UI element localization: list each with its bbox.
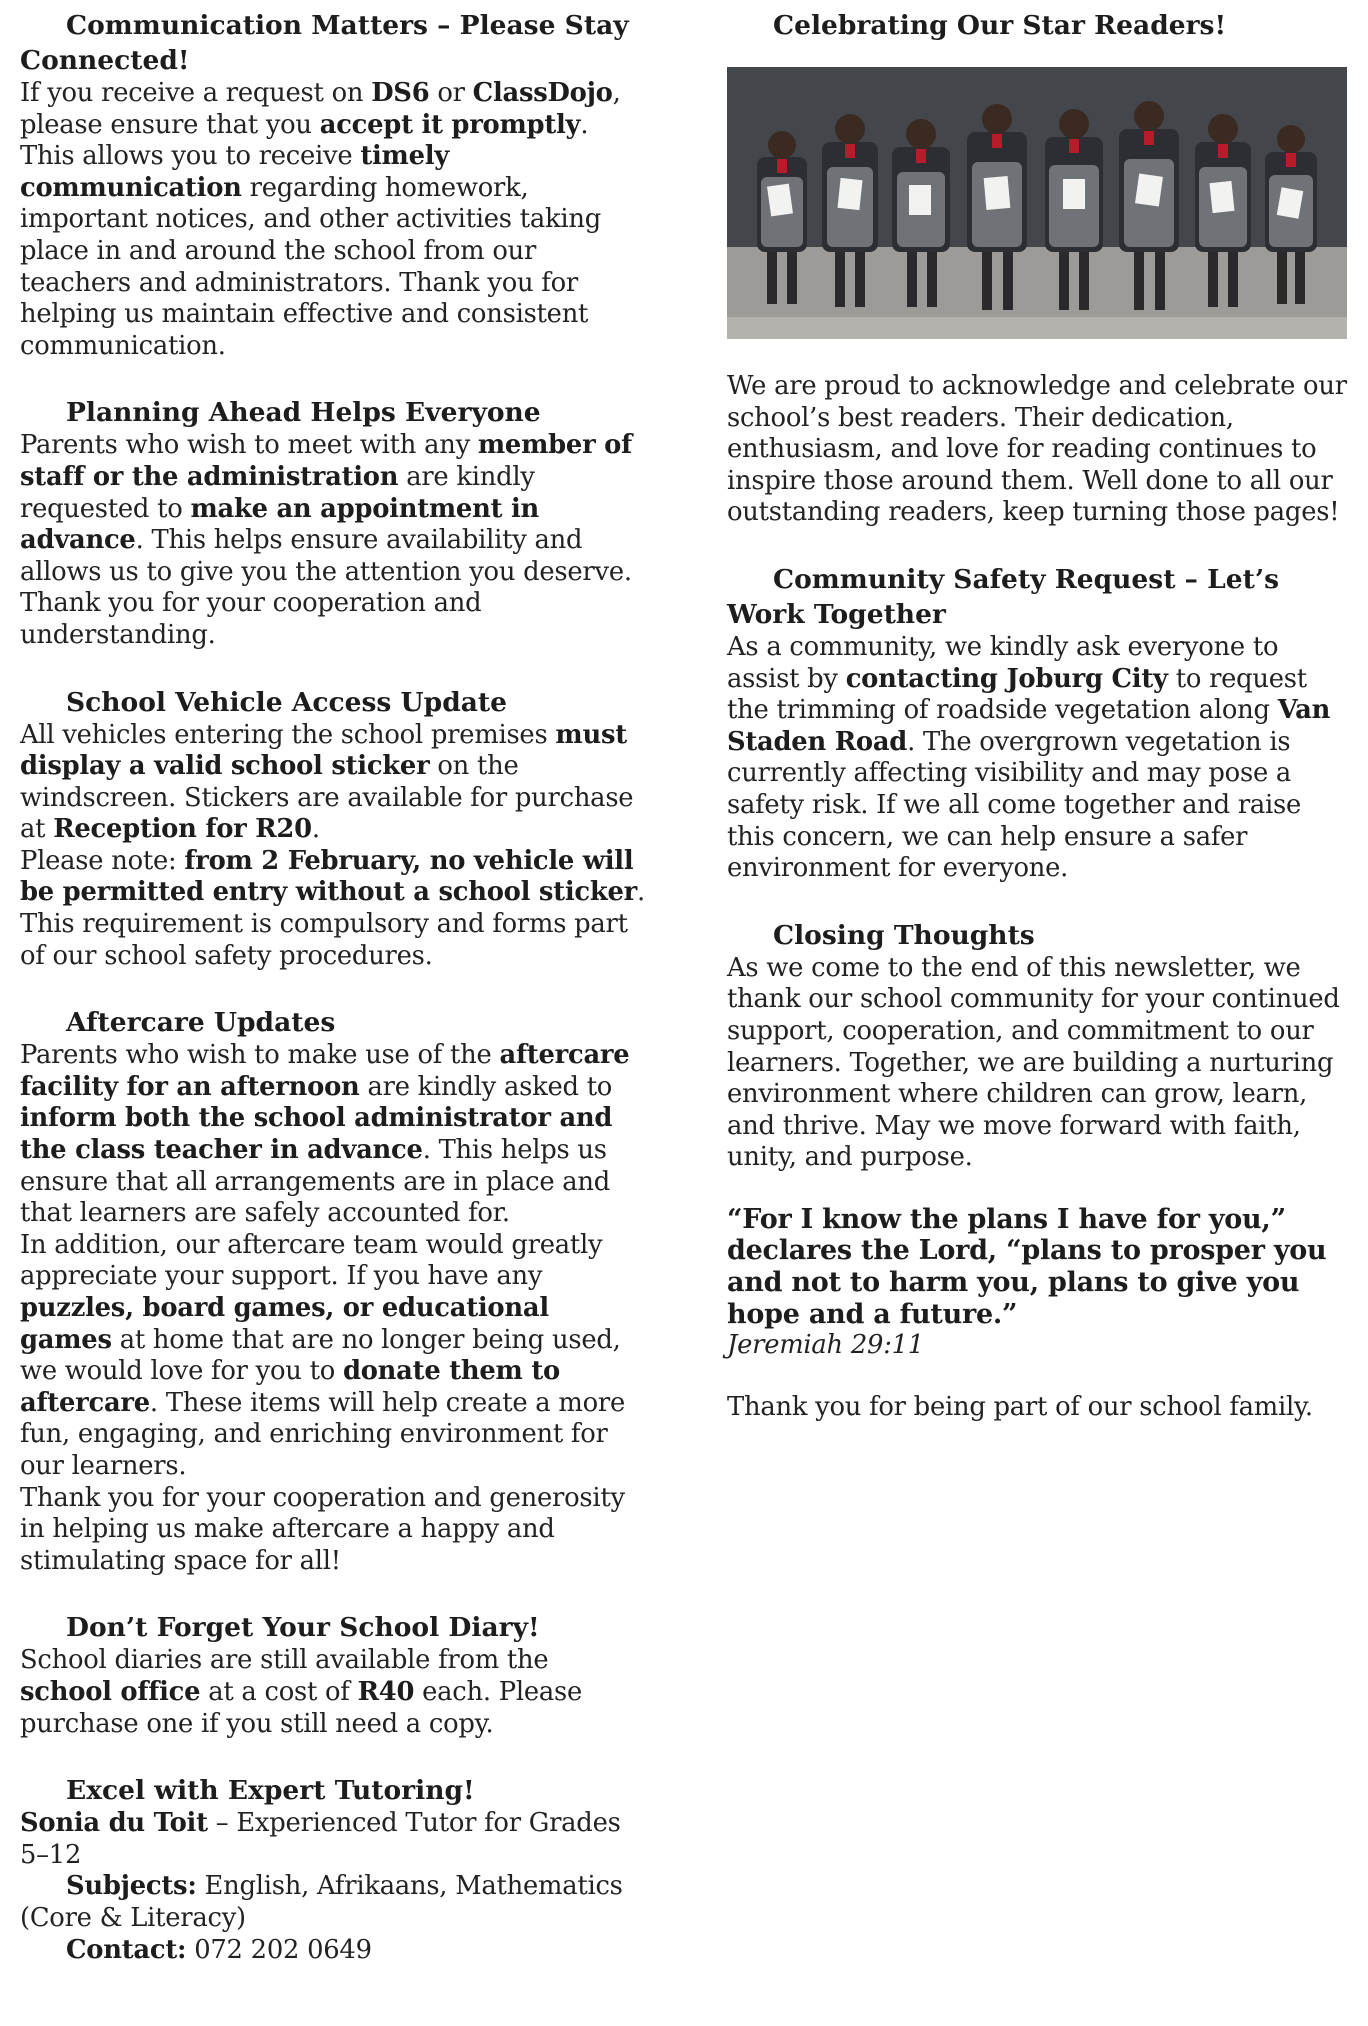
section-title: Excel with Expert Tutoring! (66, 1775, 475, 1807)
section-closing-thoughts (727, 918, 1347, 1424)
section-title: Aftercare Updates (66, 1007, 336, 1039)
section-body: All vehicles entering the school premises must display a valid school sticker on the windscreen. Stickers are available for purchase at Reception for R20. (20, 719, 634, 845)
section-body: As we come to the end of this newsletter, we thank our school community for your continued support, cooperation, and commitment to our learners. Together, we are building a nurturing environment where children can grow, learn, and thrive. May we move forward with faith, unity, and purpose. (727, 952, 1340, 1173)
scripture-quote: “For I know the plans I have for you,” declares the Lord, “plans to prosper you and not to harm you, plans to give you hope and a future.” (727, 1203, 1327, 1330)
right-column (727, 8, 1347, 1423)
section-title: Communication Matters – Please Stay Connected! (20, 10, 629, 76)
section-planning (20, 395, 645, 651)
section-title: Closing Thoughts (773, 919, 1035, 951)
section-title: Celebrating Our Star Readers! (773, 10, 1227, 41)
section-body: Thank you for your cooperation and generosity in helping us make aftercare a happy and stimulating space for all! (20, 1482, 625, 1576)
section-tutoring (20, 1773, 645, 1966)
section-aftercare (20, 1005, 645, 1577)
closing-line: Thank you for being part of our school family. (727, 1391, 1313, 1422)
section-body: Please note: from 2 February, no vehicle will be permitted entry without a school sticker. This requirement is compulsory and forms part of our school safety procedures. (20, 845, 645, 971)
section-body: Parents who wish to meet with any member of staff or the administration are kindly requested to make an appointment in advance. This helps ensure availability and allows us to give you the attention you deserve. Thank you for your cooperation and understanding. (20, 430, 632, 650)
section-title: Planning Ahead Helps Everyone (66, 397, 541, 429)
scripture-reference: Jeremiah 29:11 (727, 1330, 924, 1361)
section-community-safety (727, 562, 1347, 885)
tutor-name: Sonia du Toit – Experienced Tutor for Grades 5–12 (20, 1808, 621, 1870)
star-readers-photo (727, 67, 1347, 339)
section-communication (20, 8, 645, 362)
section-body: As a community, we kindly ask everyone to assist by contacting Joburg City to request the trimming of roadside vegetation along Van Staden Road. The overgrown vegetation is currently affecting visibility and may pose a safety risk. If we all come together and raise this concern, we can help ensure a safer environment for everyone. (727, 631, 1331, 884)
tutor-contact: Contact: 072 202 0649 (66, 1934, 372, 1965)
section-body: If you receive a request on DS6 or ClassDojo, please ensure that you accept it promptly. This allows you to receive timely communication regarding homework, important notices, and other activities taking place in and around the school from our teachers and administrators. Thank you for helping us maintain effective and consistent communication. (20, 78, 621, 361)
section-title: Community Safety Request – Let’s Work Together (727, 563, 1280, 630)
learners-illustration (727, 67, 1347, 339)
section-body: We are proud to acknowledge and celebrate our school’s best readers. Their dedication, enthusiasm, and love for reading continues to inspire those around them. Well done to all our outstanding readers, keep turning those pages! (727, 371, 1347, 528)
left-column (20, 8, 645, 1966)
section-body: In addition, our aftercare team would greatly appreciate your support. If you have any puzzles, board games, or educational games at home that are no longer being used, we would love for you to donate them to aftercare. These items will help create a more fun, engaging, and enriching environment for our learners. (20, 1229, 625, 1481)
section-body: School diaries are still available from the school office at a cost of R40 each. Please purchase one if you still need a copy. (20, 1645, 582, 1739)
section-vehicle-access (20, 685, 645, 973)
section-title: School Vehicle Access Update (66, 686, 507, 718)
section-star-readers (727, 8, 1347, 529)
section-school-diary (20, 1610, 645, 1740)
section-title: Don’t Forget Your School Diary! (66, 1612, 540, 1644)
tutor-subjects: Subjects: English, Afrikaans, Mathematics (Core & Literacy) (20, 1871, 623, 1933)
section-body: Parents who wish to make use of the aftercare facility for an afternoon are kindly asked to inform both the school administrator and the class teacher in advance. This helps us ensure that all arrangements are in place and that learners are safely accounted for. (20, 1040, 630, 1229)
